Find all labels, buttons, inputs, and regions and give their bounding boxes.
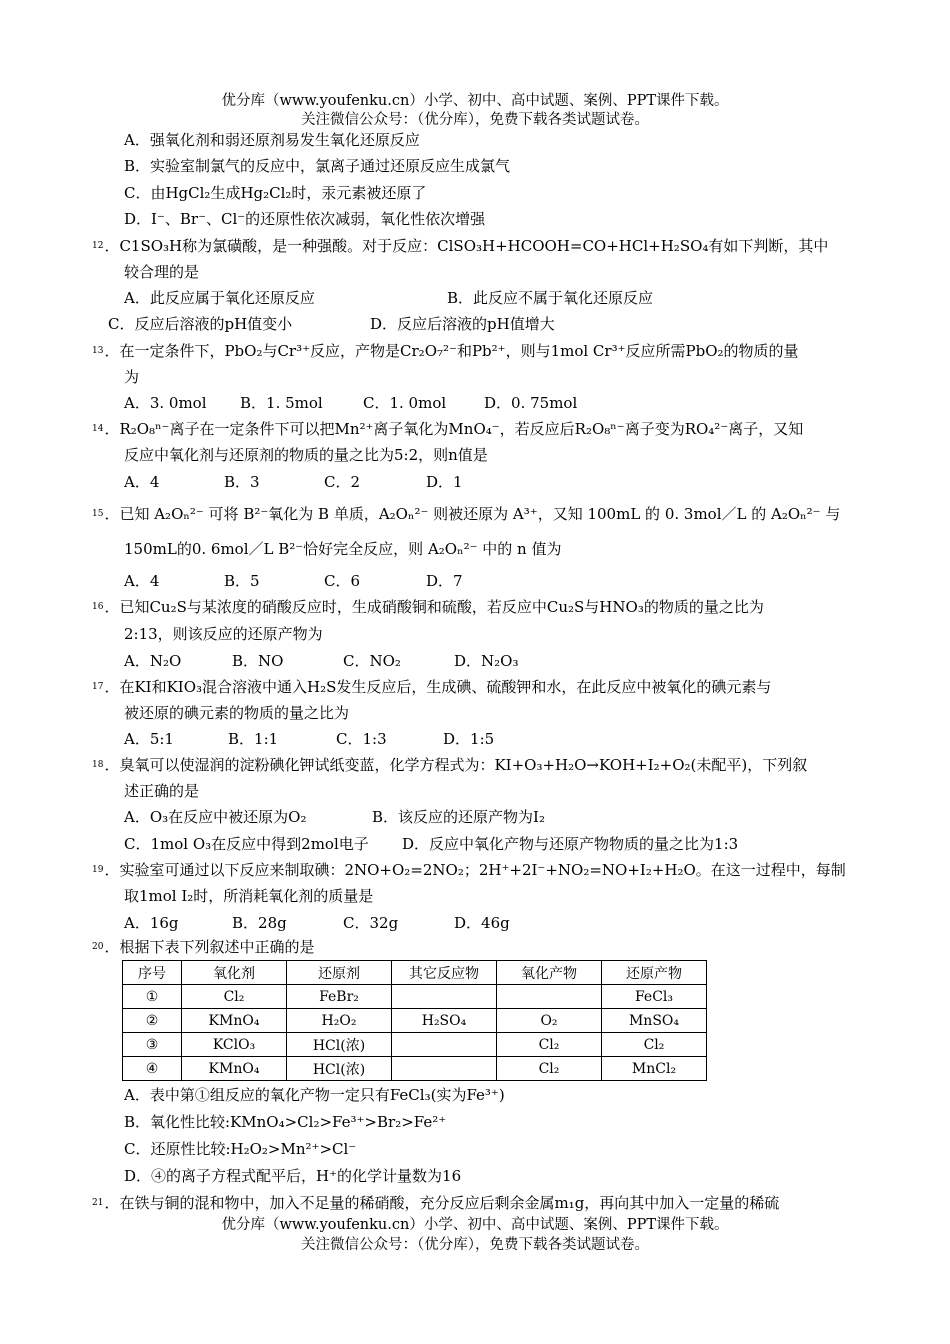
table-row [123,1057,707,1081]
table-cell: Cl₂ [497,1057,602,1081]
question-number: 12 [92,241,104,251]
table-cell [392,1033,497,1057]
question-number: 21 [92,1198,104,1208]
q14-line-1: ．R₂O₈ⁿ⁻离子在一定条件下可以把Mn²⁺离子氧化为MnO₄⁻，若反应后R₂O₈ⁿ⁻离子变为RO₄²⁻离子，又知 [104,420,804,438]
q14-line-2: 反应中氧化剂与还原剂的物质的量之比为5:2，则n值是 [124,446,488,464]
reaction-table [122,960,707,1081]
question-number: 14 [92,424,104,434]
q18-option-b: B．该反应的还原产物为I₂ [372,808,545,826]
table-cell: MnCl₂ [602,1057,707,1081]
q15-stem [92,504,840,524]
q19-option-b: B．28g [232,914,287,932]
header-line-1: 优分库（www.youfenku.cn）小学、初中、高中试题、案例、PPT课件下载。 [221,93,729,109]
table-row [123,1033,707,1057]
q15-line-1: ．已知 A₂Oₙ²⁻ 可将 B²⁻氧化为 B 单质，A₂Oₙ²⁻ 则被还原为 A³⁺，又知 100mL 的 0. 3mol／L 的 A₂Oₙ²⁻ 与 [104,505,841,523]
q15-option-a: A．4 [124,572,160,590]
q12-option-b: B．此反应不属于氧化还原反应 [447,289,654,307]
table-cell: ④ [123,1057,182,1081]
q19-line-2: 取1mol I₂时，所消耗氧化剂的质量是 [124,887,374,905]
q11-option-b: B．实验室制氯气的反应中，氯离子通过还原反应生成氯气 [124,157,511,175]
q16-line-2: 2:13，则该反应的还原产物为 [124,625,323,643]
q15-option-d: D．7 [426,572,463,590]
q14-option-d: D．1 [426,473,463,491]
table-cell: MnSO₄ [602,1009,707,1033]
table-cell: KClO₃ [182,1033,287,1057]
table-cell: KMnO₄ [182,1057,287,1081]
table-cell [392,985,497,1009]
question-number: 13 [92,346,104,356]
q13-line-1: ．在一定条件下，PbO₂与Cr³⁺反应，产物是Cr₂O₇²⁻和Pb²⁺，则与1mol Cr³⁺反应所需PbO₂的物质的量 [104,342,799,360]
q17-option-b: B．1:1 [228,730,279,748]
table-cell: Cl₂ [497,1033,602,1057]
q16-option-c: C．NO₂ [343,652,401,670]
q20-option-b: B．氧化性比较:KMnO₄>Cl₂>Fe³⁺>Br₂>Fe²⁺ [124,1113,447,1131]
footer-line-2: 关注微信公众号：（优分库），免费下载各类试题试卷。 [301,1237,649,1253]
q14-option-a: A．4 [124,473,160,491]
q20-option-c: C．还原性比较:H₂O₂>Mn²⁺>Cl⁻ [124,1140,357,1158]
question-number: 16 [92,602,104,612]
q17-option-c: C．1:3 [336,730,387,748]
table-cell [497,985,602,1009]
q16-option-a: A．N₂O [124,652,182,670]
q19-option-c: C．32g [343,914,399,932]
footer-line-1: 优分库（www.youfenku.cn）小学、初中、高中试题、案例、PPT课件下载。 [221,1217,729,1233]
table-header-cell: 氧化剂 [182,961,287,985]
q18-line-1: ．臭氧可以使湿润的淀粉碘化钾试纸变蓝，化学方程式为：KI+O₃+H₂O→KOH+I₂+O₂(未配平)，下列叙 [104,756,808,774]
q12-option-d: D．反应后溶液的pH值增大 [370,315,555,333]
q13-option-b: B．1. 5mol [240,394,323,412]
q11-option-c: C．由HgCl₂生成Hg₂Cl₂时，汞元素被还原了 [124,184,427,202]
table-row [123,1009,707,1033]
table-cell: KMnO₄ [182,1009,287,1033]
table-cell [392,1057,497,1081]
q11-option-a: A．强氧化剂和弱还原剂易发生氧化还原反应 [124,131,420,149]
table-cell: H₂SO₄ [392,1009,497,1033]
q11-option-d: D．I⁻、Br⁻、Cl⁻的还原性依次减弱，氧化性依次增强 [124,210,486,228]
q16-line-1: ．已知Cu₂S与某浓度的硝酸反应时，生成硝酸铜和硫酸，若反应中Cu₂S与HNO₃的物质的量之比为 [104,598,764,616]
table-cell: FeCl₃ [602,985,707,1009]
q18-stem [92,755,807,775]
q17-option-a: A．5:1 [124,730,174,748]
question-number: 15 [92,509,104,519]
table-cell: HCl(浓) [287,1033,392,1057]
q12-stem [92,236,828,256]
q19-stem [92,860,846,880]
q17-option-d: D．1:5 [443,730,495,748]
q13-option-d: D．0. 75mol [484,394,578,412]
q20-line-1: ．根据下表下列叙述中正确的是 [104,938,315,956]
table-header-cell: 还原产物 [602,961,707,985]
q15-option-b: B．5 [224,572,260,590]
table-cell: FeBr₂ [287,985,392,1009]
q16-option-d: D．N₂O₃ [454,652,519,670]
q13-stem [92,341,799,361]
q17-line-1: ．在KI和KIO₃混合溶液中通入H₂S发生反应后，生成碘、硫酸钾和水，在此反应中被氧化的碘元素与 [104,678,772,696]
question-number: 17 [92,682,104,692]
table-header-row [123,961,707,985]
q21-line-1: ．在铁与铜的混和物中，加入不足量的稀硝酸，充分反应后剩余金属m₁g，再向其中加入一定量的稀硫 [104,1194,780,1212]
q14-option-b: B．3 [224,473,260,491]
question-number: 18 [92,760,104,770]
q19-option-d: D．46g [454,914,510,932]
q20-option-d: D．④的离子方程式配平后，H⁺的化学计量数为16 [124,1167,462,1185]
header-line-2: 关注微信公众号：（优分库），免费下载各类试题试卷。 [301,112,649,128]
table-cell: Cl₂ [182,985,287,1009]
q20-stem [92,937,314,957]
q15-option-c: C．6 [324,572,361,590]
table-header-cell: 还原剂 [287,961,392,985]
q18-option-c: C．1mol O₃在反应中得到2mol电子 [124,835,369,853]
table-cell: H₂O₂ [287,1009,392,1033]
q12-option-c: C．反应后溶液的pH值变小 [108,315,293,333]
table-cell: ② [123,1009,182,1033]
question-number: 19 [92,865,104,875]
table-cell: HCl(浓) [287,1057,392,1081]
q13-option-a: A．3. 0mol [124,394,207,412]
q18-option-a: A．O₃在反应中被还原为O₂ [124,808,307,826]
table-cell: ① [123,985,182,1009]
q16-option-b: B．NO [232,652,284,670]
table-header-cell: 氧化产物 [497,961,602,985]
q21-stem [92,1193,779,1213]
q15-line-2: 150mL的0. 6mol／L B²⁻恰好完全反应，则 A₂Oₙ²⁻ 中的 n 值为 [124,540,562,558]
q16-stem [92,597,764,617]
q14-stem [92,419,803,439]
q20-option-a: A．表中第①组反应的氧化产物一定只有FeCl₃(实为Fe³⁺) [124,1086,505,1104]
table-cell: ③ [123,1033,182,1057]
q19-option-a: A．16g [124,914,179,932]
q14-option-c: C．2 [324,473,361,491]
q17-line-2: 被还原的碘元素的物质的量之比为 [124,704,350,722]
table-cell: Cl₂ [602,1033,707,1057]
q12-option-a: A．此反应属于氧化还原反应 [124,289,315,307]
q18-line-2: 述正确的是 [124,782,200,800]
table-header-cell: 序号 [123,961,182,985]
table-header-cell: 其它反应物 [392,961,497,985]
table-cell: O₂ [497,1009,602,1033]
q13-option-c: C．1. 0mol [363,394,447,412]
table-row [123,985,707,1009]
q17-stem [92,677,771,697]
q12-line-1: ．C1SO₃H称为氯磺酸，是一种强酸。对于反应：ClSO₃H+HCOOH=CO+HCl+H₂SO₄有如下判断，其中 [104,237,829,255]
q18-option-d: D．反应中氧化产物与还原产物物质的量之比为1:3 [402,835,739,853]
q19-line-1: ．实验室可通过以下反应来制取碘：2NO+O₂=2NO₂；2H⁺+2I⁻+NO₂=NO+I₂+H₂O。在这一过程中，每制 [104,861,846,879]
q12-line-2: 较合理的是 [124,263,200,281]
question-number: 20 [92,942,104,952]
q13-line-2: 为 [124,368,140,386]
